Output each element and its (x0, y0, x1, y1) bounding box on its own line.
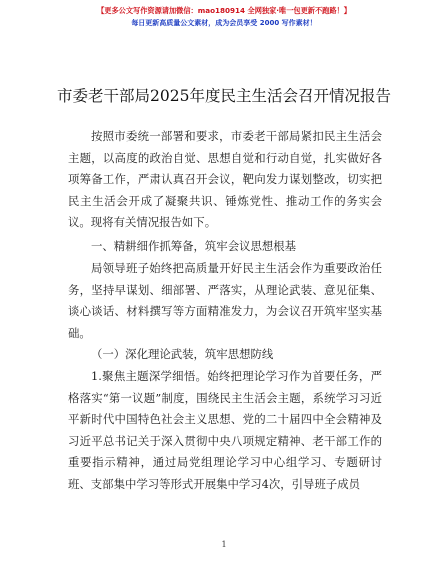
subsection-paragraph: 1.聚焦主题深学细悟。始终把理论学习作为首要任务，严格落实“第一议题”制度，围绕民主生活会主题，系统学习习近平新时代中国特色社会主义思想、党的二十届四中全会精神及习近平总书记关于深入贯彻中央八项规定精神、老干部工作的重要指示精神，通过局党组理论学习中心组学习、专题研讨班、支部集中学习等形式开展集中学习4次，引导班子成员 (68, 369, 382, 491)
document-title: 市委老干部局2025年度民主生活会召开情况报告 (57, 87, 391, 105)
subsection-heading: （一）深化理论武装，筑牢思想防线 (91, 347, 274, 361)
page-number: 1 (221, 540, 227, 549)
section-paragraph: 局领导班子始终把高质量开好民主生活会作为重要政治任务，坚持早谋划、细部署、严落实，从理论武装、意见征集、谈心谈话、材料撰写等方面精准发力，为会议召开筑牢坚实基础。 (68, 261, 382, 340)
promo-banner-line: 【更多公文写作资源请加微信：mao180914 全网独家·唯一包更新不跑路！】 (97, 6, 351, 15)
intro-paragraph: 按照市委统一部署和要求，市委老干部局紧扣民主生活会主题，以高度的政治自觉、思想自觉和行动自觉，扎实做好各项筹备工作，严肃认真召开会议，靶向发力谋划整改，切实把民主生活会开成了凝聚共识、锤炼党性、推动工作的务实会议。现将有关情况报告如下。 (68, 129, 382, 230)
promo-subline: 每日更新高质量公文素材，成为会员享受 2000 写作素材！ (131, 19, 317, 27)
section-heading: 一、精耕细作抓筹备，筑牢会议思想根基 (91, 239, 297, 253)
